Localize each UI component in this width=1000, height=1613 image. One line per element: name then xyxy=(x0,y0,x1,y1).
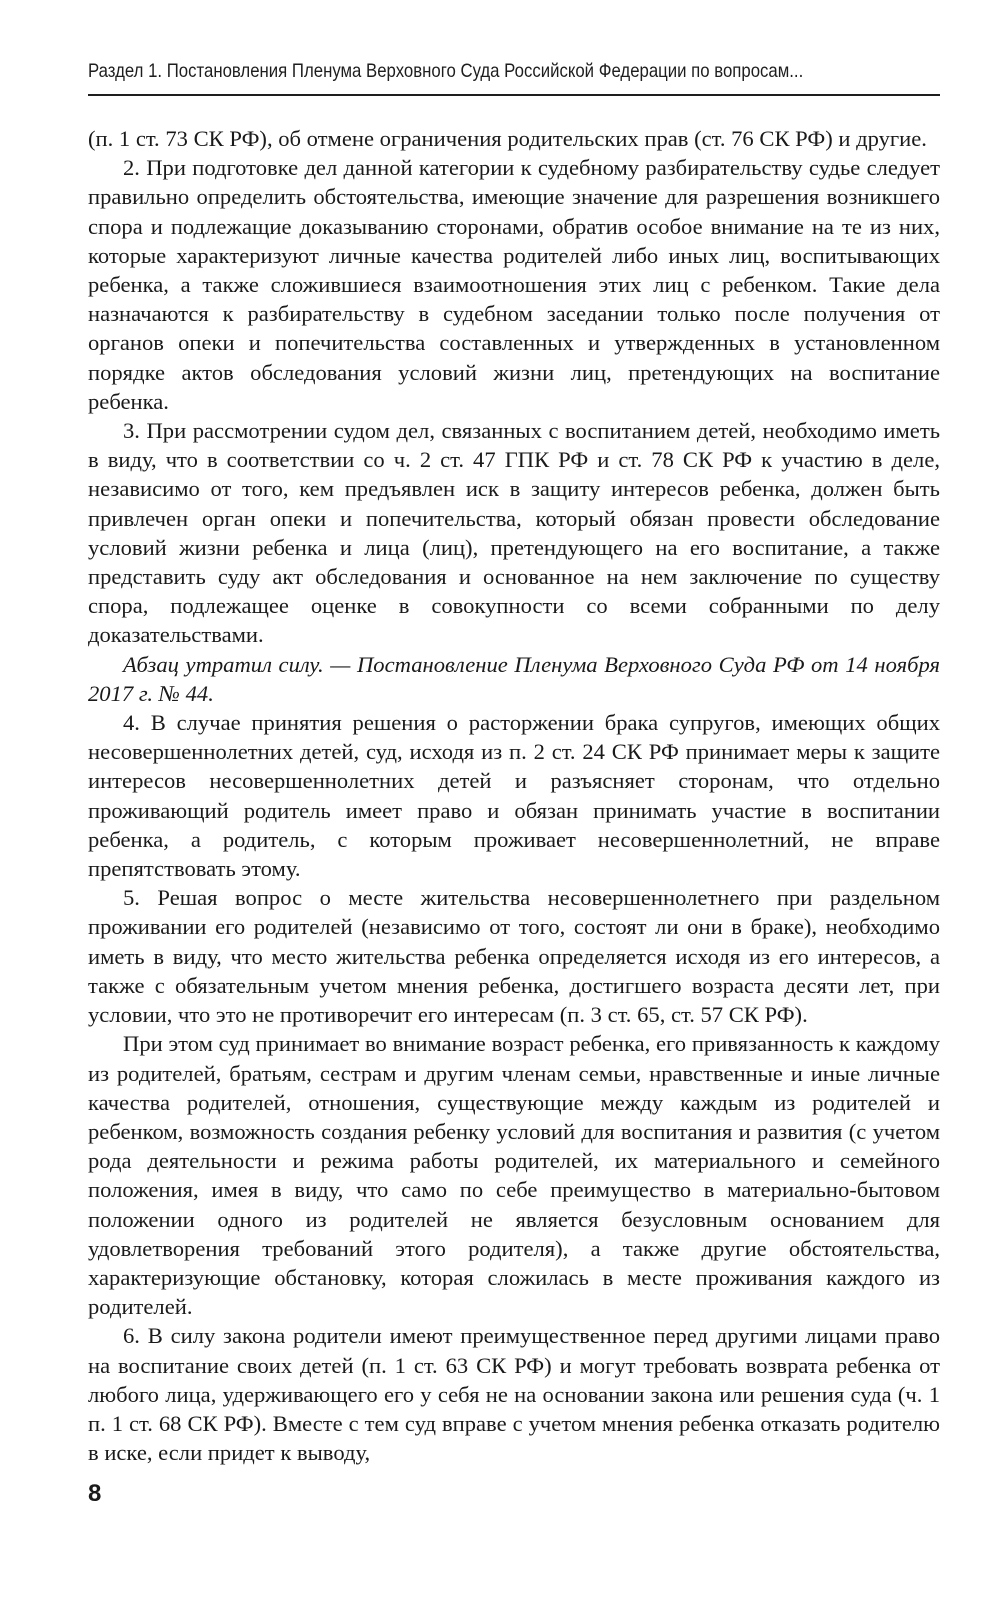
page-number: 8 xyxy=(88,1480,102,1507)
paragraph-item-6: 6. В силу закона родители имеют преимущественное перед другими лицами право на воспитание своих детей (п. 1 ст. 63 СК РФ) и могут требовать возврата ребенка от любого лица, удерживающего его у себя не на основании закона или решения суда (ч. 1 п. 1 ст. 68 СК РФ). Вместе с тем суд вправе с учетом мнения ребенка отказать родителю в иске, если придет к выводу, xyxy=(88,1323,940,1466)
paragraph-item-4: 4. В случае принятия решения о расторжении брака супругов, имеющих общих несовершеннолетних детей, суд, исходя из п. 2 ст. 24 СК РФ принимает меры к защите интересов несовершеннолетних детей и разъясняет сторонам, что отдельно проживающий родитель имеет право и обязан принимать участие в воспитании ребенка, а родитель, с которым проживает несовершеннолетний, не вправе препятствовать этому. xyxy=(88,710,940,882)
paragraph-item-3: 3. При рассмотрении судом дел, связанных с воспитанием детей, необходимо иметь в виду, что в соответствии со ч. 2 ст. 47 ГПК РФ и ст. 78 СК РФ к участию в деле, независимо от того, кем предъявлен иск в защиту интересов ребенка, должен быть привлечен орган опеки и попечительства, который обязан провести обследование условий жизни ребенка и лица (лиц), претендующего на его воспитание, а также представить суду акт обследования и основанное на нем заключение по существу спора, подлежащее оценке в совокупности со всеми собранными по делу доказательствами. xyxy=(88,418,940,648)
document-page xyxy=(88,0,940,1613)
header-rule xyxy=(88,94,940,96)
paragraph-item-5: 5. Решая вопрос о месте жительства несовершеннолетнего при раздельном проживании его родителей (независимо от того, состоят ли они в браке), необходимо иметь в виду, что место жительства ребенка определяется исходя из его интересов, а также с обязательным учетом мнения ребенка, достигшего возраста десяти лет, при условии, что это не противоречит его интересам (п. 3 ст. 65, ст. 57 СК РФ). xyxy=(88,885,940,1028)
body-text xyxy=(88,124,940,1467)
paragraph-item-5-cont: При этом суд принимает во внимание возраст ребенка, его привязанность к каждому из родителей, братьям, сестрам и другим членам семьи, нравственные и иные личные качества родителей, отношения, существующие между каждым из родителей и ребенком, возможность создания ребенку условий для воспитания и развития (с учетом рода деятельности и режима работы родителей, их материального и семейного положения, имея в виду, что само по себе преимущество в материально-бытовом положении одного из родителей не является безусловным основанием для удовлетворения требований этого родителя), а также другие обстоятельства, характеризующие обстановку, которая сложилась в месте проживания каждого из родителей. xyxy=(88,1031,940,1320)
paragraph-item-2: 2. При подготовке дел данной категории к судебному разбирательству судье следует правильно определить обстоятельства, имеющие значение для разрешения возникшего спора и подлежащие доказыванию сторонами, обратив особое внимание на те из них, которые характеризуют личные качества родителей либо иных лиц, воспитывающих ребенка, а также сложившиеся взаимоотношения этих лиц с ребенком. Такие дела назначаются к разбирательству в судебном заседании только после получения от органов опеки и попечительства составленных и утвержденных в установленном порядке актов обследования условий жизни лиц, претендующих на воспитание ребенка. xyxy=(88,155,940,414)
running-header: Раздел 1. Постановления Пленума Верховного Суда Российской Федерации по вопросам... xyxy=(88,60,804,82)
editorial-note: Абзац утратил силу. — Постановление Пленума Верховного Суда РФ от 14 ноября 2017 г. № 44. xyxy=(88,651,940,706)
paragraph-continuation: (п. 1 ст. 73 СК РФ), об отмене ограничения родительских прав (ст. 76 СК РФ) и другие. xyxy=(88,126,927,151)
